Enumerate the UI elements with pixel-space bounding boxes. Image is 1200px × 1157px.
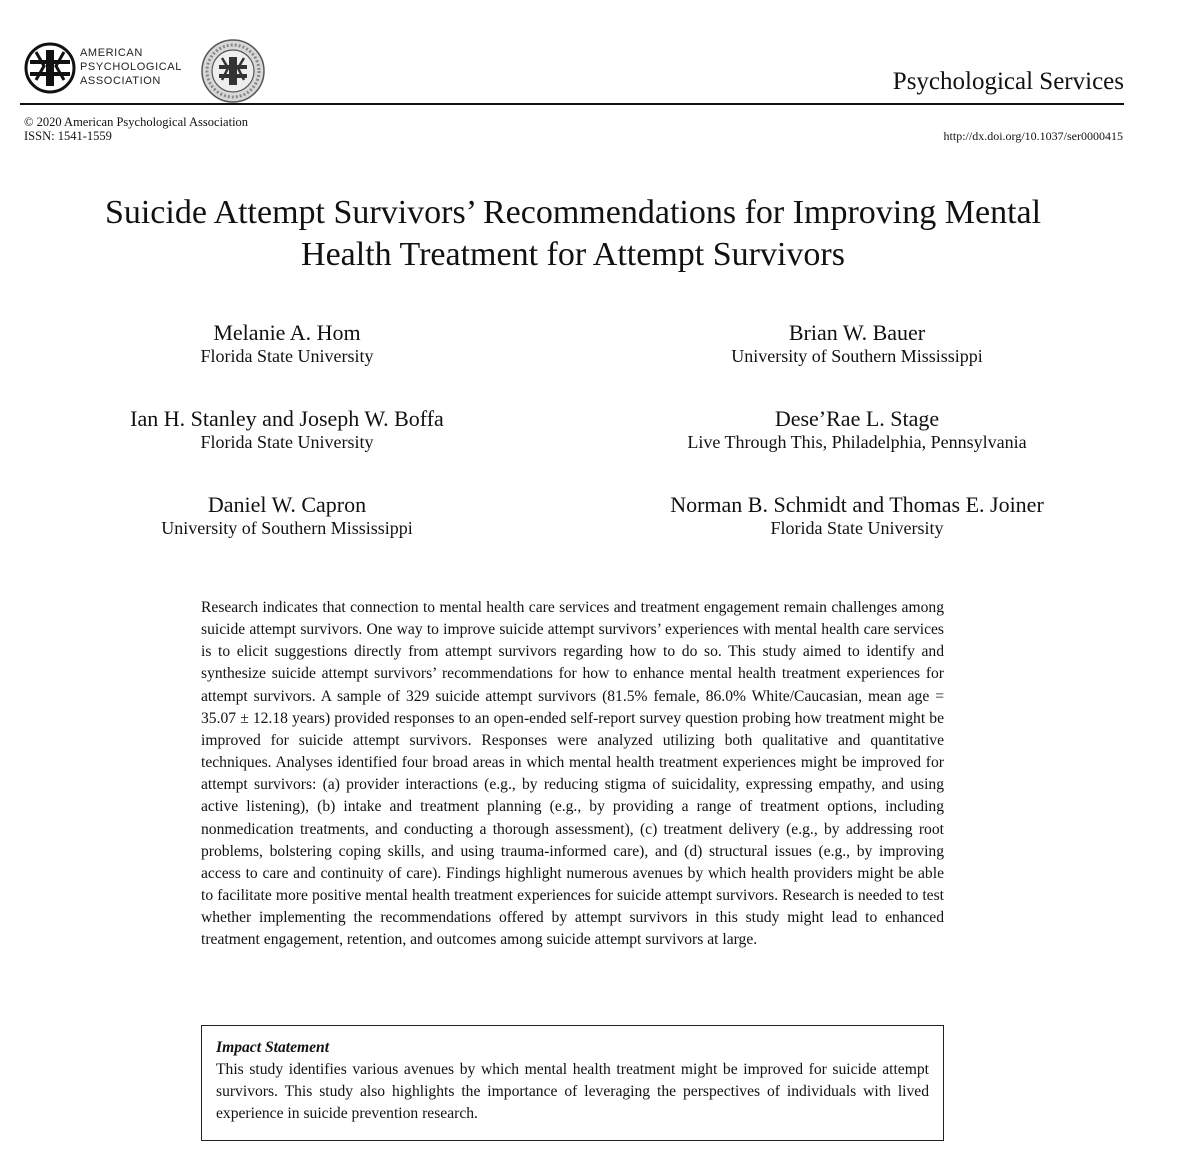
author-block — [17, 406, 557, 452]
author-block — [587, 406, 1127, 452]
author-affiliation: Live Through This, Philadelphia, Pennsylvania — [687, 432, 1027, 452]
publisher-name — [80, 46, 182, 88]
seal-icon — [200, 38, 266, 104]
issn: ISSN: 1541-1559 — [24, 129, 112, 143]
article-title — [40, 192, 1106, 276]
author-name: Brian W. Bauer — [788, 320, 926, 345]
copyright: © 2020 American Psychological Association — [24, 115, 249, 129]
page-header — [24, 38, 1124, 102]
publisher-line: ASSOCIATION — [80, 75, 161, 87]
impact-text: This study identifies various avenues by which mental health treatment might be improved for suicide attempt survivors. This study also highlights the importance of leveraging the perspectives of individuals with lived experience in suicide prevention research. — [216, 1061, 929, 1122]
author-name: Melanie A. Hom — [213, 320, 361, 345]
apa-logo-icon — [24, 42, 76, 94]
author-affiliation: Florida State University — [200, 432, 374, 452]
author-affiliation: Florida State University — [770, 518, 944, 538]
author-name: Daniel W. Capron — [207, 492, 367, 517]
title-line: Suicide Attempt Survivors’ Recommendations for Improving Mental — [104, 194, 1042, 231]
impact-statement-box — [201, 1025, 944, 1141]
author-block — [17, 492, 557, 538]
copyright-block — [24, 115, 248, 143]
author-affiliation: University of Southern Mississippi — [161, 518, 413, 538]
doi-link[interactable]: http://dx.doi.org/10.1037/ser0000415 — [943, 129, 1123, 143]
header-rule — [20, 103, 1124, 105]
title-line: Health Treatment for Attempt Survivors — [301, 236, 845, 273]
author-block — [587, 320, 1127, 366]
author-block — [587, 492, 1127, 538]
publisher-line: PSYCHOLOGICAL — [80, 61, 182, 73]
author-name: Dese’Rae L. Stage — [774, 406, 940, 431]
author-name: Ian H. Stanley and Joseph W. Boffa — [130, 406, 444, 431]
author-block — [17, 320, 557, 366]
journal-name: Psychological Services — [892, 68, 1124, 95]
abstract: Research indicates that connection to mental health care services and treatment engagement remain challenges among suicide attempt survivors. One way to improve suicide attempt survivors’ experiences with mental health care services is to elicit suggestions directly from attempt survivors regarding how to do so. This study aimed to identify and synthesize suicide attempt survivors’ recommendations for how to enhance mental health treatment experiences for attempt survivors. A sample of 329 suicide attempt survivors (81.5% female, 86.0% White/Caucasian, mean age = 35.07 ± 12.18 years) provided responses to an open-ended self-report survey question probing how treatment might be improved for suicide attempt survivors. Responses were analyzed utilizing both qualitative and quantitative techniques. Analyses identified four broad areas in which mental health treatment experiences might be improved for attempt survivors: (a) provider interactions (e.g., by reducing stigma of suicidality, expressing empathy, and using active listening), (b) intake and treatment planning (e.g., by providing a range of treatment options, including nonmedication treatments, and conducting a thorough assessment), (c) treatment delivery (e.g., by addressing root problems, bolstering coping skills, and using trauma-informed care), and (d) structural issues (e.g., by improving access to care and continuity of care). Findings highlight numerous avenues by which health providers might be able to facilitate more positive mental health treatment experiences for suicide attempt survivors. Research is needed to test whether implementing the recommendations offered by attempt survivors in this study might lead to enhanced treatment engagement, retention, and outcomes among suicide attempt survivors at large. — [201, 599, 944, 949]
author-affiliation: Florida State University — [200, 346, 374, 366]
author-name: Norman B. Schmidt and Thomas E. Joiner — [670, 492, 1044, 517]
impact-heading: Impact Statement — [216, 1039, 330, 1056]
author-affiliation: University of Southern Mississippi — [731, 346, 983, 366]
publisher-line: AMERICAN — [80, 47, 143, 59]
